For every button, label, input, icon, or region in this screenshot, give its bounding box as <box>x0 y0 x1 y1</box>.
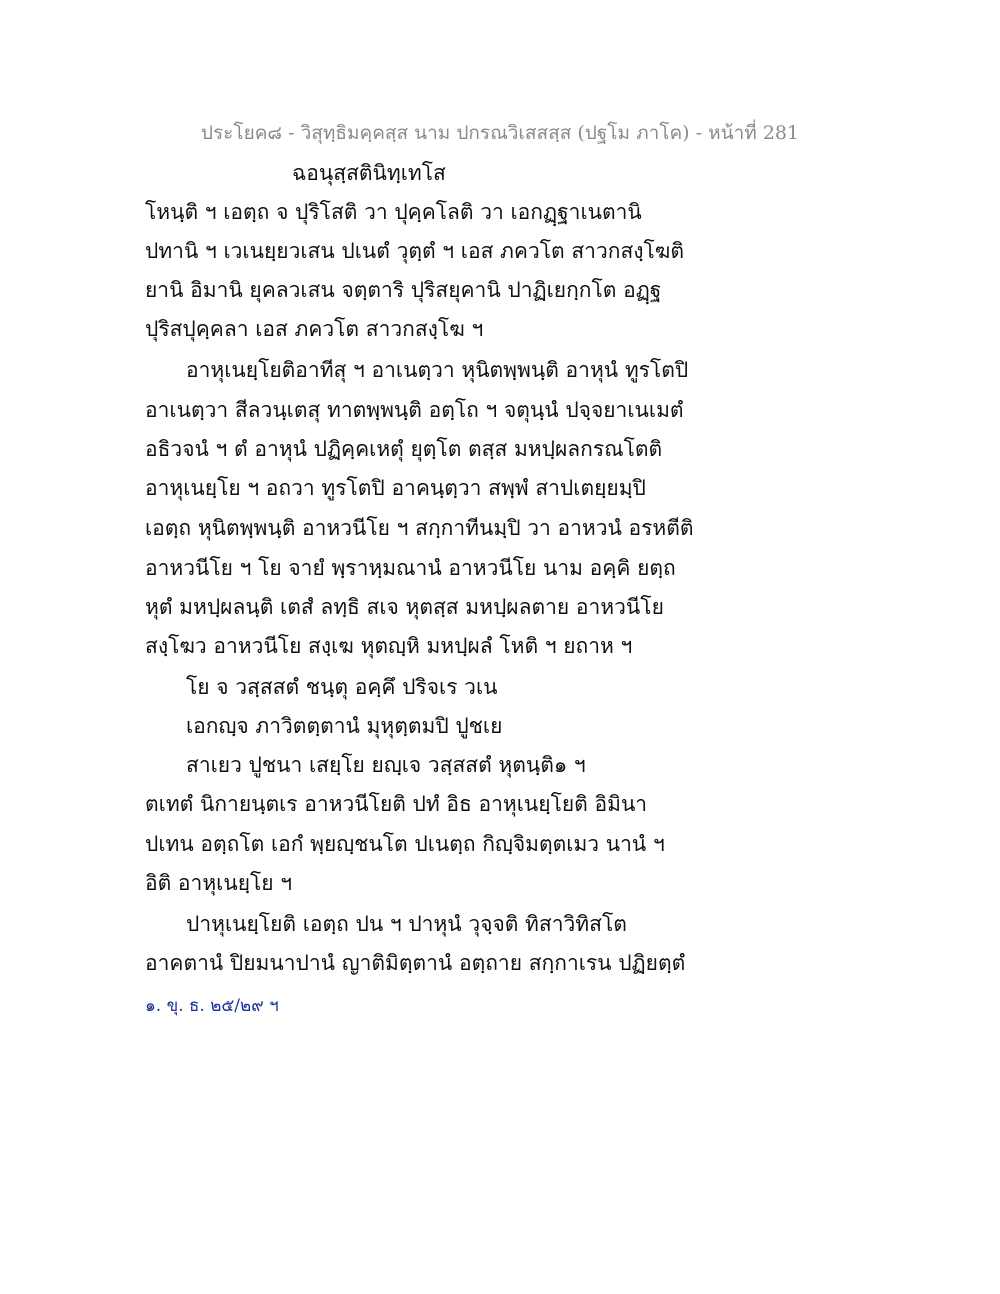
text-line: สงฺโฆว อาหวนีโย สงฺเฆ หุตญฺหิ มหปฺผลํ โหติ ฯ ยถาห ฯ <box>145 634 633 658</box>
text-line: อาเนตฺวา สีลวนฺเตสุ ทาตพฺพนฺติ อตฺโถ ฯ จตุนฺนํ ปจฺจยาเนเมตํ <box>145 398 684 422</box>
text-line: ตเทตํ นิกายนฺตเร อาหวนีโยติ ปทํ อิธ อาหุเนยฺโยติ อิมินา <box>145 792 648 816</box>
page-header: ประโยค๘ - วิสุทฺธิมคฺคสฺส นาม ปกรณวิเสสสฺส (ปฐโม ภาโค) - หน้าที่ 281 <box>200 122 800 144</box>
verse-line: เอกญฺจ ภาวิตตฺตานํ มุหุตฺตมปิ ปูชเย <box>186 714 503 738</box>
text-line: อธิวจนํ ฯ ตํ อาหุนํ ปฏิคฺคเหตุํ ยุตฺโต ตสฺส มหปฺผลกรณโตติ <box>145 437 663 461</box>
text-line: อาหุเนยฺโย ฯ อถวา ทูรโตปิ อาคนฺตฺวา สพฺพํ สาปเตยฺยมฺปิ <box>145 476 646 500</box>
section-title: ฉอนุสฺสตินิทฺเทโส <box>292 161 446 185</box>
text-line: ปทานิ ฯ เวเนยฺยวเสน ปเนตํ วุตฺตํ ฯ เอส ภควโต สาวกสงฺโฆติ <box>145 239 685 263</box>
text-line: อาหวนีโย ฯ โย จายํ พฺราหฺมณานํ อาหวนีโย นาม อคฺคิ ยตฺถ <box>145 556 676 580</box>
text-line: อิติ อาหุเนยฺโย ฯ <box>145 871 293 895</box>
text-line: โหนฺติ ฯ เอตฺถ จ ปุริโสติ วา ปุคฺคโลติ วา เอกฏฺฐาเนตานิ <box>145 200 642 224</box>
footnote: ๑. ขุ. ธ. ๒๕/๒๙ ฯ <box>145 996 279 1016</box>
text-line: หุตํ มหปฺผลนฺติ เตสํ ลทฺธิ สเจ หุตสฺส มหปฺผลตาย อาหวนีโย <box>145 595 664 619</box>
text-line: ปุริสปุคฺคลา เอส ภควโต สาวกสงฺโฆ ฯ <box>145 317 484 341</box>
text-line: อาหุเนยฺโยติอาทีสุ ฯ อาเนตฺวา หุนิตพฺพนฺติ อาหุนํ ทูรโตปิ <box>186 358 689 382</box>
text-line: อาคตานํ ปิยมนาปานํ ญาติมิตฺตานํ อตฺถาย สกฺกาเรน ปฏิยตฺตํ <box>145 951 686 975</box>
text-line: ยานิ อิมานิ ยุคลวเสน จตฺตาริ ปุริสยุคานิ ปาฏิเยกฺกโต อฏฺฐ <box>145 278 662 302</box>
verse-line: โย จ วสฺสสตํ ชนฺตุ อคฺคึ ปริจเร วเน <box>186 675 498 699</box>
text-line: เอตฺถ หุนิตพฺพนฺติ อาหวนีโย ฯ สกฺกาทีนมฺปิ วา อาหวนํ อรหตีติ <box>145 516 694 540</box>
verse-line: สาเยว ปูชนา เสยฺโย ยญฺเจ วสฺสสตํ หุตนฺติ๑ ฯ <box>186 753 586 777</box>
text-line: ปาหุเนยฺโยติ เอตฺถ ปน ฯ ปาหุนํ วุจฺจติ ทิสาวิทิสโต <box>186 912 627 936</box>
text-line: ปเทน อตฺถโต เอกํ พฺยญฺชนโต ปเนตฺถ กิญฺจิมตฺตเมว นานํ ฯ <box>145 832 665 856</box>
